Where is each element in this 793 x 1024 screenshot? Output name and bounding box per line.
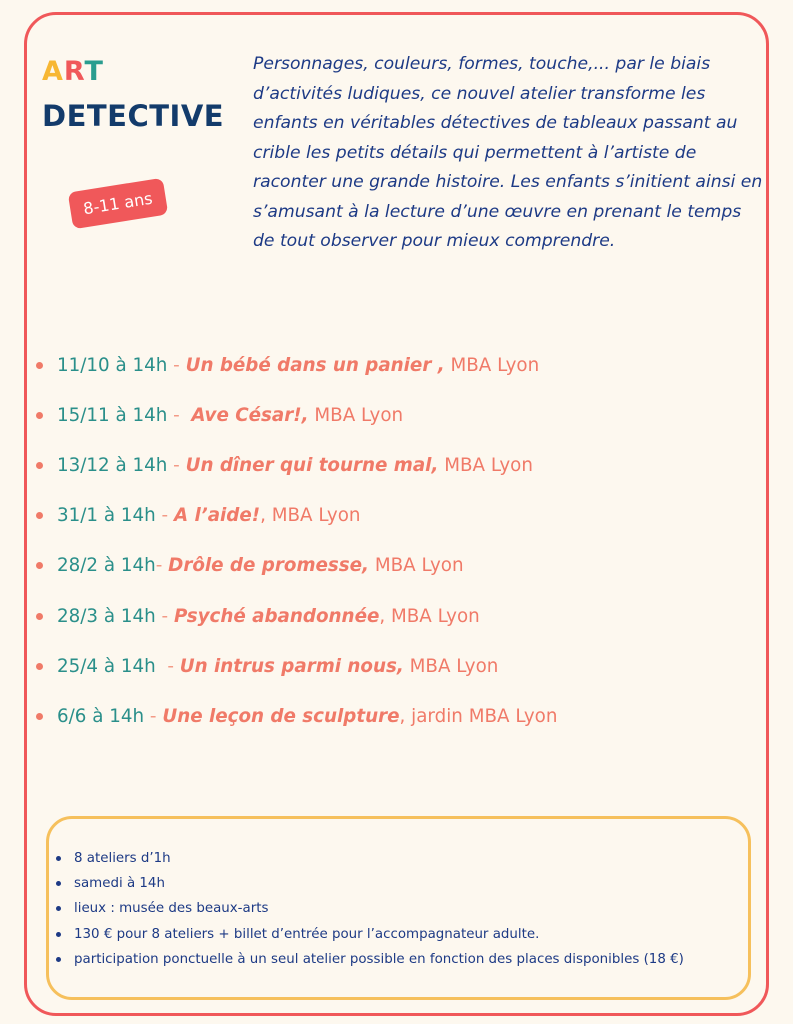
session-place: MBA Lyon bbox=[438, 454, 533, 476]
title-art bbox=[42, 50, 224, 94]
workshop-title bbox=[42, 50, 224, 138]
session-title: Psyché abandonnée bbox=[173, 605, 380, 627]
bullet-icon bbox=[36, 562, 43, 569]
bullet-icon bbox=[36, 713, 43, 720]
session-place: , jardin MBA Lyon bbox=[399, 705, 558, 727]
session-item bbox=[36, 491, 557, 541]
info-text: 8 ateliers d’1h bbox=[74, 851, 171, 867]
session-title: Une leçon de sculpture bbox=[162, 705, 400, 727]
session-separator: - bbox=[155, 555, 169, 577]
session-date: 25/4 à 14h bbox=[57, 655, 156, 677]
session-separator: - bbox=[167, 454, 186, 476]
bullet-icon bbox=[56, 906, 61, 911]
intro-paragraph: Personnages, couleurs, formes, touche,... par le biais d’activités ludiques, ce nouvel atelier transforme les enfants en véritables détectives de tableaux passant au crible les petits détails qui permettent à l’artiste de raconter une grande histoire. Les enfants s’initient ainsi en s’amusant à la lecture d’une œuvre en prenant le temps de tout observer pour mieux comprendre. bbox=[253, 54, 763, 251]
info-text: lieux : musée des beaux-arts bbox=[74, 901, 269, 917]
bullet-icon bbox=[36, 462, 43, 469]
session-title: Ave César!, bbox=[191, 404, 309, 426]
session-separator: - bbox=[155, 505, 174, 527]
bullet-icon bbox=[56, 856, 61, 861]
session-item bbox=[36, 541, 557, 591]
session-date: 28/2 à 14h bbox=[57, 555, 156, 577]
session-place: , MBA Lyon bbox=[379, 605, 480, 627]
session-item bbox=[36, 691, 557, 741]
bullet-icon bbox=[36, 362, 43, 369]
session-title: Drôle de promesse, bbox=[168, 555, 370, 577]
session-separator: - bbox=[144, 705, 163, 727]
title-letter-a: A bbox=[42, 56, 64, 87]
session-date: 11/10 à 14h bbox=[57, 354, 168, 376]
session-separator: - bbox=[167, 404, 192, 426]
bullet-icon bbox=[36, 512, 43, 519]
info-list bbox=[56, 846, 684, 972]
session-title: Un intrus parmi nous, bbox=[179, 655, 404, 677]
info-item bbox=[56, 871, 684, 896]
bullet-icon bbox=[56, 957, 61, 962]
session-date: 13/12 à 14h bbox=[57, 454, 168, 476]
session-item bbox=[36, 440, 557, 490]
info-text: samedi à 14h bbox=[74, 876, 165, 892]
session-date: 15/11 à 14h bbox=[57, 404, 168, 426]
info-text: 130 € pour 8 ateliers + billet d’entrée pour l’accompagnateur adulte. bbox=[74, 926, 540, 942]
session-item bbox=[36, 340, 557, 390]
session-place: MBA Lyon bbox=[403, 655, 499, 677]
session-item bbox=[36, 641, 557, 691]
info-item bbox=[56, 922, 684, 947]
bullet-icon bbox=[36, 613, 43, 620]
info-item bbox=[56, 896, 684, 921]
bullet-icon bbox=[36, 412, 43, 419]
session-date: 6/6 à 14h bbox=[57, 705, 145, 727]
info-item bbox=[56, 947, 684, 972]
session-title: Un dîner qui tourne mal, bbox=[185, 454, 439, 476]
session-title: A l’aide! bbox=[173, 505, 261, 527]
age-badge: 8-11 ans bbox=[68, 178, 168, 230]
session-separator: - bbox=[155, 605, 174, 627]
bullet-icon bbox=[56, 881, 61, 886]
session-item bbox=[36, 591, 557, 641]
session-place: MBA Lyon bbox=[369, 555, 464, 577]
info-item bbox=[56, 846, 684, 871]
session-place: MBA Lyon bbox=[308, 404, 404, 426]
session-place: MBA Lyon bbox=[444, 354, 540, 376]
session-separator: - bbox=[167, 354, 186, 376]
session-date: 31/1 à 14h bbox=[57, 505, 156, 527]
title-letter-r: R bbox=[63, 56, 85, 87]
session-place: , MBA Lyon bbox=[260, 505, 361, 527]
session-item bbox=[36, 390, 557, 440]
session-separator: - bbox=[155, 655, 180, 677]
session-date: 28/3 à 14h bbox=[57, 605, 156, 627]
session-title: Un bébé dans un panier , bbox=[185, 354, 445, 376]
title-detective: DETECTIVE bbox=[42, 99, 225, 133]
session-list bbox=[36, 340, 557, 742]
info-text: participation ponctuelle à un seul atelier possible en fonction des places disponibles (18 €) bbox=[74, 951, 684, 967]
bullet-icon bbox=[36, 663, 43, 670]
bullet-icon bbox=[56, 932, 61, 937]
title-letter-t: T bbox=[84, 56, 104, 87]
